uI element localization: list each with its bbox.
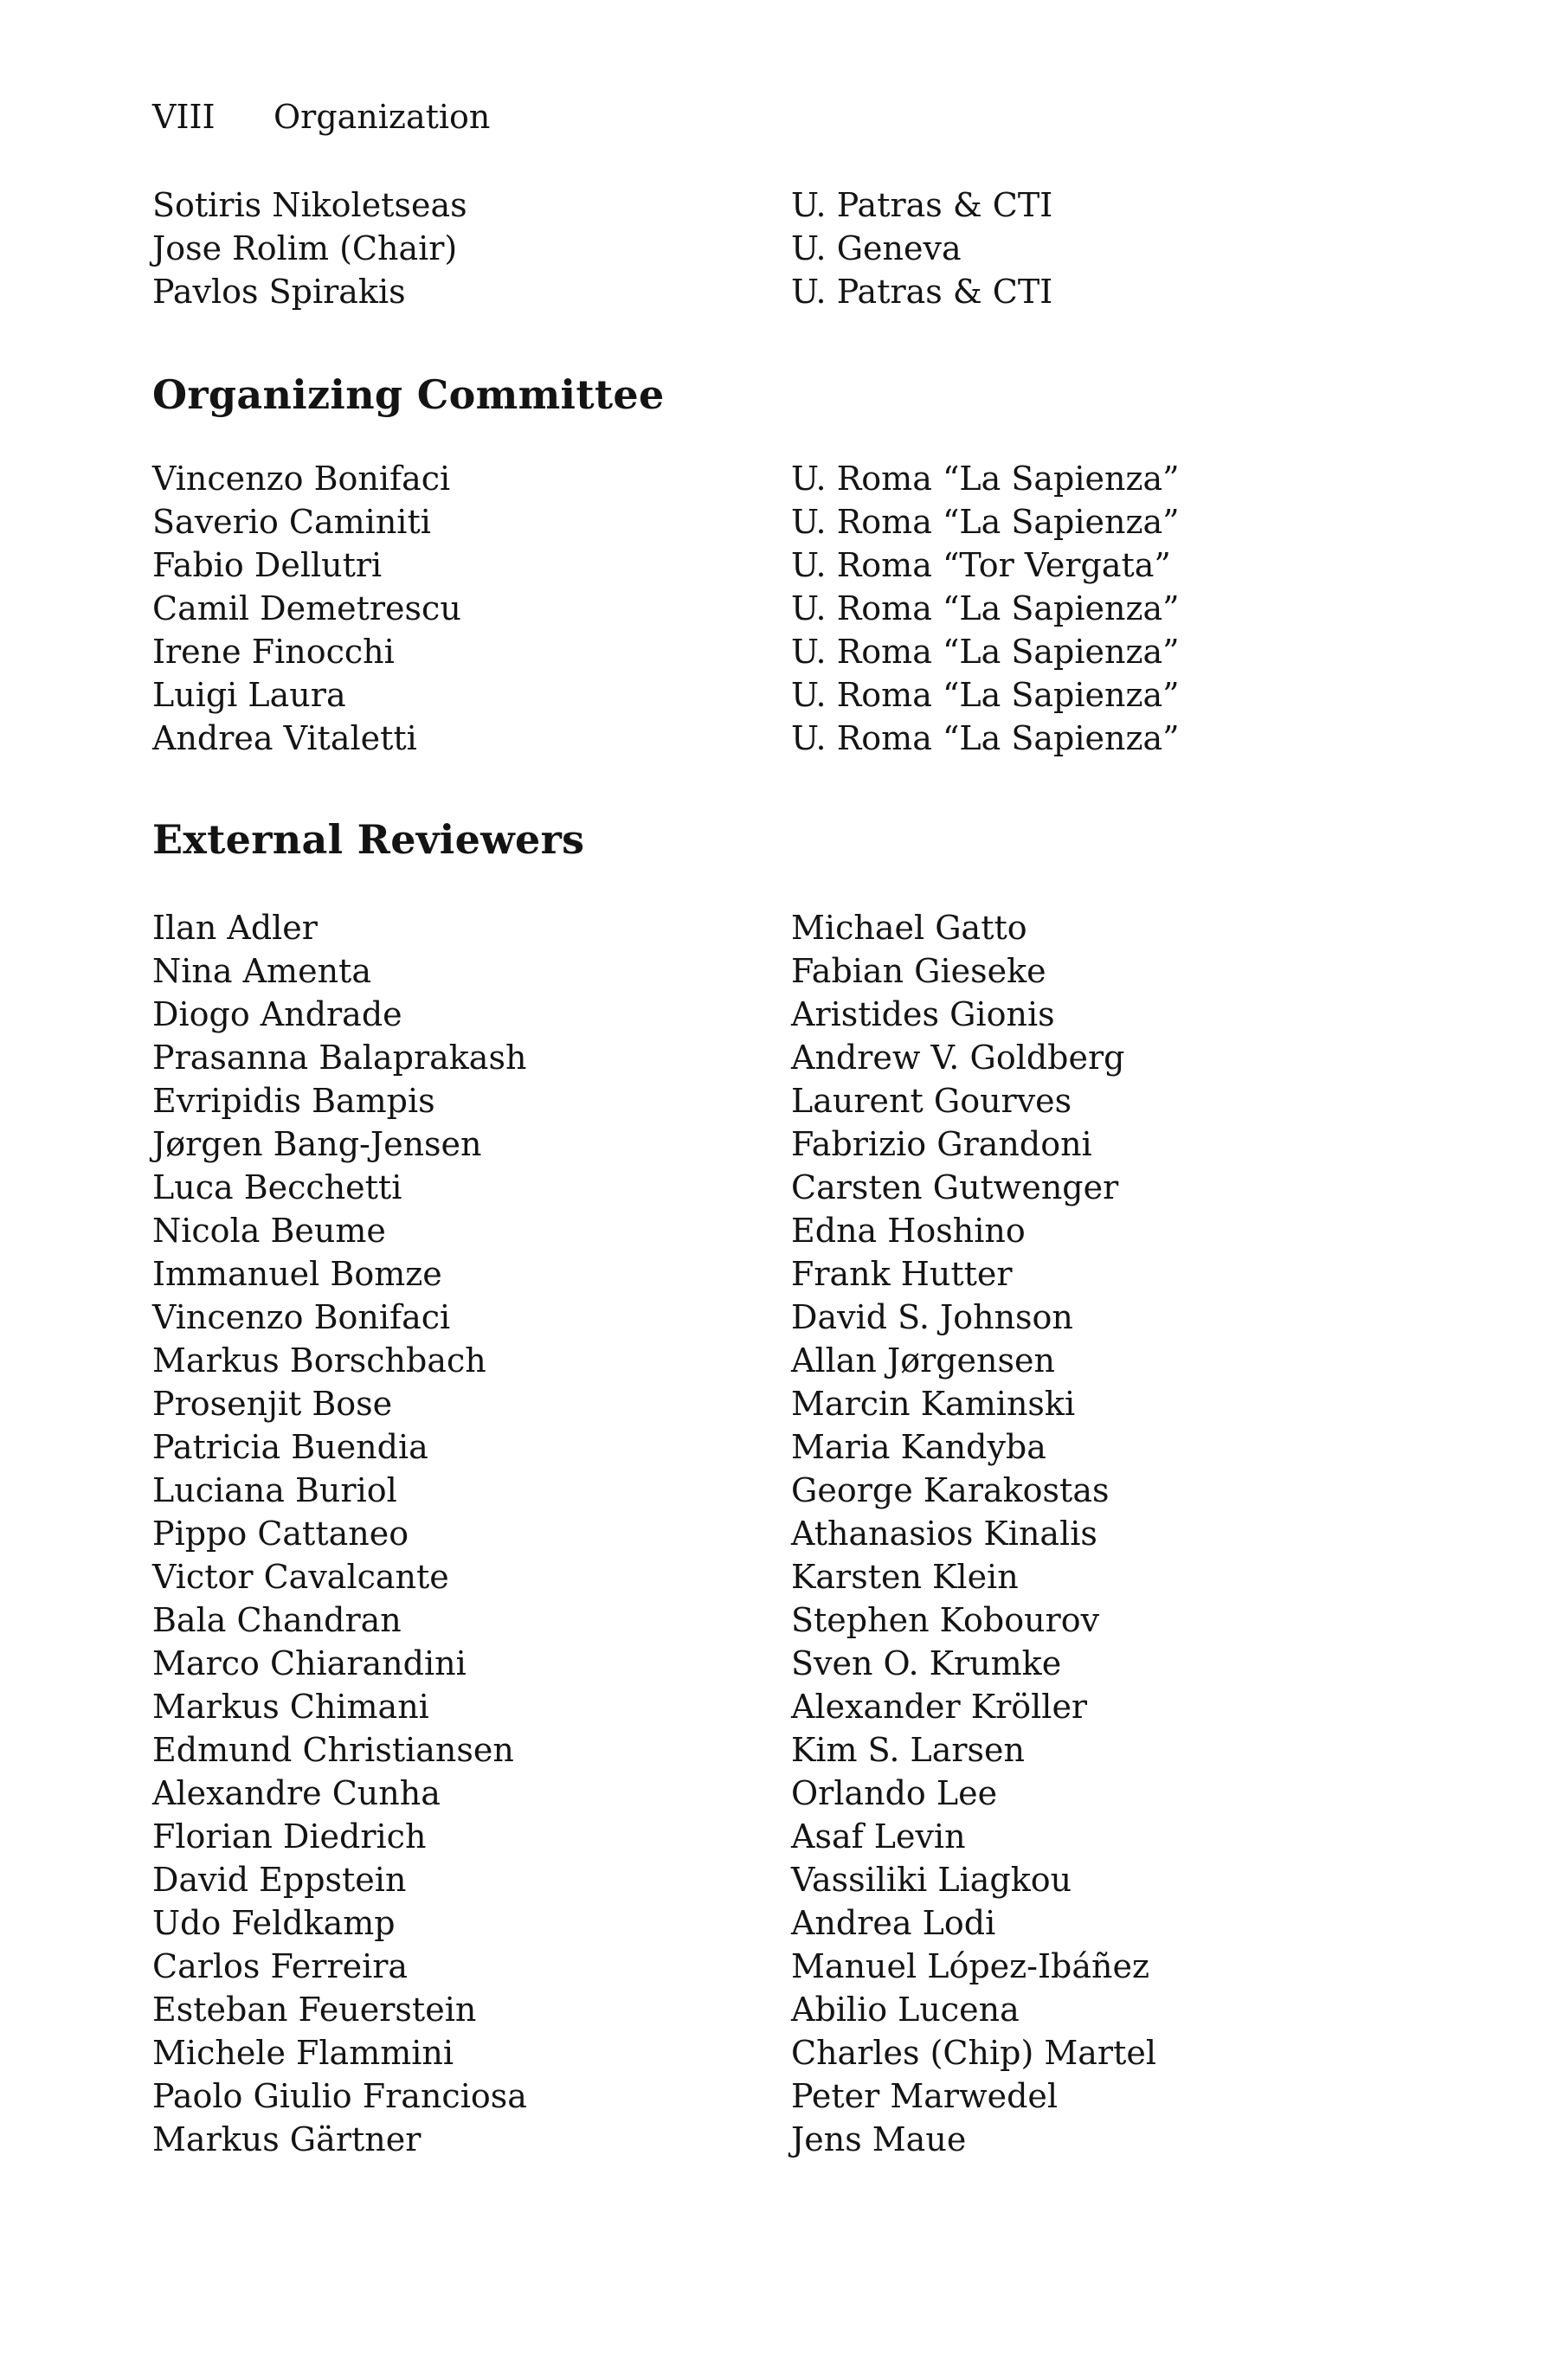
reviewer-row: [152, 1209, 1399, 1252]
organizer-row-right: U. Roma “La Sapienza”: [791, 460, 1180, 498]
reviewer-row: [152, 1555, 1399, 1598]
reviewer-row-right: Jens Maue: [791, 2120, 967, 2158]
reviewer-row: [152, 1469, 1399, 1512]
organizer-row-name: Luigi Laura: [152, 676, 346, 714]
reviewer-row-right: Kim S. Larsen: [791, 1731, 1026, 1769]
reviewer-row: [152, 2074, 1399, 2118]
page-number: VIII: [152, 98, 216, 136]
reviewer-row: [152, 906, 1399, 949]
organizer-row-right: U. Roma “Tor Vergata”: [791, 546, 1171, 584]
external-reviewers-list: [152, 906, 1399, 2161]
running-title: Organization: [274, 98, 491, 136]
reviewer-row: [152, 1642, 1399, 1685]
reviewer-row-name: Bala Chandran: [152, 1601, 402, 1639]
committee-member-row-name: Pavlos Spirakis: [152, 273, 406, 311]
reviewer-row-right: Stephen Kobourov: [791, 1601, 1100, 1639]
reviewer-row: [152, 949, 1399, 993]
organizing-committee-list: [152, 457, 1399, 760]
organizer-row-right: U. Roma “La Sapienza”: [791, 589, 1180, 627]
committee-member-row-right: U. Geneva: [791, 229, 962, 267]
reviewer-row-right: Fabrizio Grandoni: [791, 1125, 1092, 1163]
organizer-row: [152, 717, 1399, 760]
reviewer-row: [152, 1512, 1399, 1555]
organizer-row-right: U. Roma “La Sapienza”: [791, 503, 1180, 541]
reviewer-row-name: Markus Gärtner: [152, 2120, 422, 2158]
reviewer-row-name: Diogo Andrade: [152, 995, 402, 1033]
reviewer-row-right: Laurent Gourves: [791, 1082, 1072, 1120]
reviewer-row: [152, 1166, 1399, 1209]
reviewer-row: [152, 1815, 1399, 1858]
organizer-row-name: Vincenzo Bonifaci: [152, 460, 451, 498]
reviewer-row-right: Alexander Kröller: [791, 1688, 1088, 1726]
reviewer-row-name: Immanuel Bomze: [152, 1255, 442, 1293]
reviewer-row: [152, 1252, 1399, 1296]
reviewer-row-name: Luca Becchetti: [152, 1168, 402, 1206]
reviewer-row-right: David S. Johnson: [791, 1298, 1073, 1336]
reviewer-row-right: Andrew V. Goldberg: [791, 1039, 1125, 1077]
running-head: [152, 95, 490, 138]
committee-member-row-name: Sotiris Nikoletseas: [152, 186, 467, 224]
reviewer-row: [152, 1339, 1399, 1382]
organizer-row-name: Camil Demetrescu: [152, 589, 461, 627]
committee-member-row-right: U. Patras & CTI: [791, 273, 1053, 311]
reviewer-row-name: Florian Diedrich: [152, 1817, 427, 1856]
organizer-row-right: U. Roma “La Sapienza”: [791, 676, 1180, 714]
reviewer-row-name: Prasanna Balaprakash: [152, 1039, 527, 1077]
reviewer-row: [152, 1945, 1399, 1988]
reviewer-row: [152, 1988, 1399, 2031]
organizer-row-right: U. Roma “La Sapienza”: [791, 633, 1180, 671]
reviewer-row-right: Sven O. Krumke: [791, 1644, 1062, 1682]
reviewer-row: [152, 993, 1399, 1036]
reviewer-row-name: Patricia Buendia: [152, 1428, 428, 1466]
reviewer-row-name: Nicola Beume: [152, 1212, 386, 1250]
reviewer-row-name: Marco Chiarandini: [152, 1644, 467, 1682]
reviewer-row-right: Abilio Lucena: [791, 1991, 1020, 2029]
program-committee-continued: [152, 183, 1399, 313]
organizer-row: [152, 673, 1399, 717]
reviewer-row-name: Esteban Feuerstein: [152, 1991, 477, 2029]
committee-member-row: [152, 183, 1399, 227]
reviewer-row: [152, 1079, 1399, 1122]
reviewer-row-name: Victor Cavalcante: [152, 1558, 449, 1596]
organizer-row-name: Fabio Dellutri: [152, 546, 383, 584]
organizer-row-name: Andrea Vitaletti: [152, 719, 417, 757]
reviewer-row: [152, 1296, 1399, 1339]
reviewer-row-name: Vincenzo Bonifaci: [152, 1298, 451, 1336]
reviewer-row: [152, 1685, 1399, 1728]
reviewer-row-name: Alexandre Cunha: [152, 1774, 441, 1812]
committee-member-row: [152, 270, 1399, 313]
reviewer-row-name: Paolo Giulio Franciosa: [152, 2077, 527, 2115]
committee-member-row: [152, 227, 1399, 270]
reviewer-row-name: David Eppstein: [152, 1861, 407, 1899]
reviewer-row: [152, 1425, 1399, 1469]
reviewer-row-right: Karsten Klein: [791, 1558, 1019, 1596]
organizer-row: [152, 457, 1399, 500]
committee-member-row-name: Jose Rolim (Chair): [152, 229, 458, 267]
organizing-committee-heading: Organizing Committee: [152, 371, 665, 418]
organizer-row: [152, 500, 1399, 544]
reviewer-row-name: Carlos Ferreira: [152, 1947, 409, 1985]
reviewer-row-name: Prosenjit Bose: [152, 1385, 393, 1423]
organizer-row: [152, 587, 1399, 630]
reviewer-row-name: Edmund Christiansen: [152, 1731, 514, 1769]
reviewer-row-right: Aristides Gionis: [791, 995, 1055, 1033]
organizer-row-name: Irene Finocchi: [152, 633, 395, 671]
reviewer-row: [152, 1036, 1399, 1079]
reviewer-row: [152, 1598, 1399, 1642]
reviewer-row-name: Pippo Cattaneo: [152, 1515, 409, 1553]
reviewer-row-name: Jørgen Bang-Jensen: [152, 1125, 482, 1163]
organizer-row-name: Saverio Caminiti: [152, 503, 431, 541]
reviewer-row: [152, 1122, 1399, 1166]
reviewer-row-right: George Karakostas: [791, 1471, 1110, 1509]
reviewer-row-right: Orlando Lee: [791, 1774, 998, 1812]
reviewer-row-name: Udo Feldkamp: [152, 1904, 396, 1942]
reviewer-row: [152, 1858, 1399, 1901]
reviewer-row-right: Carsten Gutwenger: [791, 1168, 1119, 1206]
reviewer-row-right: Peter Marwedel: [791, 2077, 1059, 2115]
reviewer-row-right: Manuel López-Ibáñez: [791, 1947, 1149, 1985]
reviewer-row-right: Fabian Gieseke: [791, 952, 1046, 990]
reviewer-row-right: Vassiliki Liagkou: [791, 1861, 1072, 1899]
reviewer-row: [152, 1772, 1399, 1815]
reviewer-row-name: Luciana Buriol: [152, 1471, 397, 1509]
reviewer-row-right: Frank Hutter: [791, 1255, 1013, 1293]
reviewer-row-name: Markus Borschbach: [152, 1341, 486, 1380]
organizer-row: [152, 630, 1399, 673]
reviewer-row: [152, 1901, 1399, 1945]
reviewer-row-right: Maria Kandyba: [791, 1428, 1046, 1466]
reviewer-row: [152, 2031, 1399, 2074]
reviewer-row-right: Charles (Chip) Martel: [791, 2034, 1156, 2072]
reviewer-row-right: Marcin Kaminski: [791, 1385, 1076, 1423]
reviewer-row: [152, 1728, 1399, 1772]
reviewer-row-right: Allan Jørgensen: [791, 1341, 1055, 1380]
committee-member-row-right: U. Patras & CTI: [791, 186, 1053, 224]
reviewer-row-right: Edna Hoshino: [791, 1212, 1026, 1250]
reviewer-row-right: Asaf Levin: [791, 1817, 966, 1856]
reviewer-row-name: Ilan Adler: [152, 909, 318, 947]
reviewer-row-right: Athanasios Kinalis: [791, 1515, 1097, 1553]
organizer-row: [152, 544, 1399, 587]
reviewer-row: [152, 1382, 1399, 1425]
reviewer-row-name: Evripidis Bampis: [152, 1082, 435, 1120]
reviewer-row: [152, 2118, 1399, 2161]
external-reviewers-heading: External Reviewers: [152, 816, 585, 863]
reviewer-row-name: Michele Flammini: [152, 2034, 454, 2072]
reviewer-row-name: Nina Amenta: [152, 952, 371, 990]
reviewer-row-right: Andrea Lodi: [791, 1904, 996, 1942]
organizer-row-right: U. Roma “La Sapienza”: [791, 719, 1180, 757]
reviewer-row-name: Markus Chimani: [152, 1688, 429, 1726]
reviewer-row-right: Michael Gatto: [791, 909, 1027, 947]
